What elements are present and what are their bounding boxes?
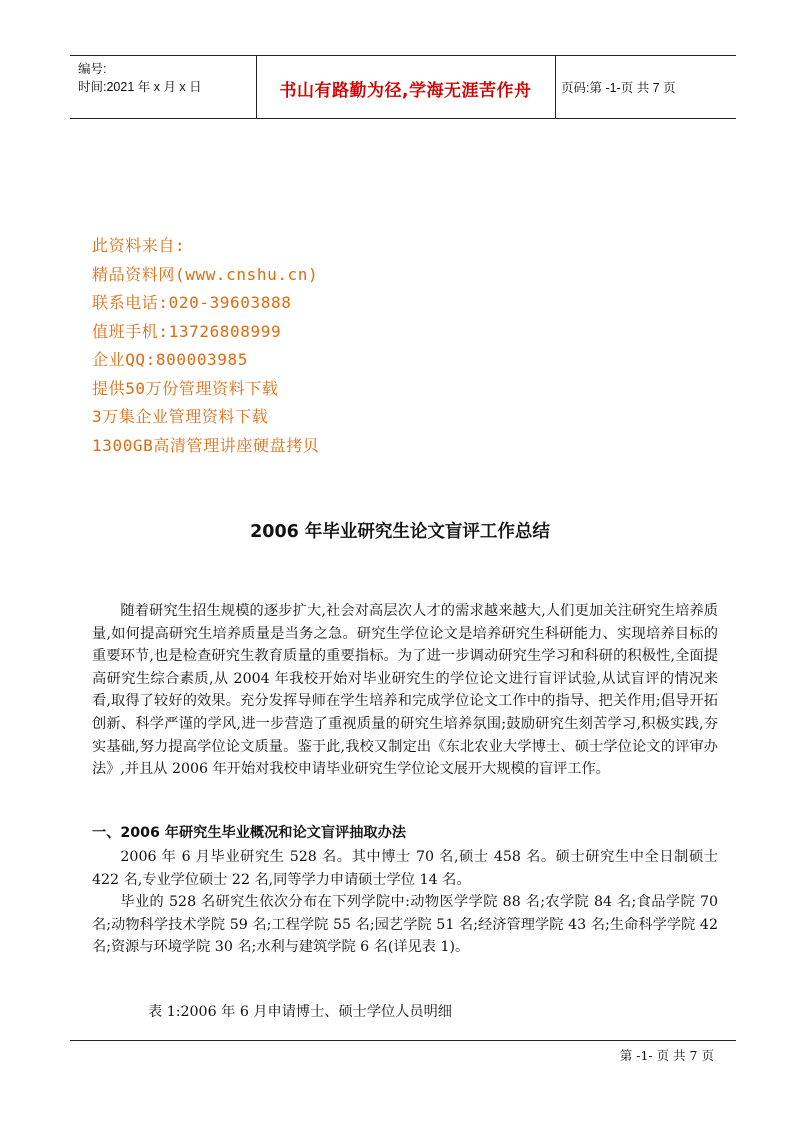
ad-block <box>92 232 319 460</box>
ad-line: 企业QQ:800003985 <box>92 350 248 369</box>
table-caption: 表 1:2006 年 6 月申请博士、硕士学位人员明细 <box>148 1004 452 1020</box>
paragraph-graduates: 2006 年 6 月毕业研究生 528 名。其中博士 70 名,硕士 458 名。硕士研究生中全日制硕士 422 名,专业学位硕士 22 名,同等学力申请硕士学位 14 名。 <box>92 849 718 888</box>
page-header <box>70 55 736 119</box>
header-divider <box>555 56 556 118</box>
ad-line: 联系电话:020-39603888 <box>92 293 292 312</box>
section-heading: 一、2006 年研究生毕业概况和论文盲评抽取办法 <box>92 825 406 841</box>
ad-line: 此资料来自: <box>92 236 186 255</box>
ad-line: 1300GB高清管理讲座硬盘拷贝 <box>92 435 320 455</box>
ad-line: 精品资料网(www.cnshu.cn) <box>92 264 319 284</box>
header-motto: 书山有路勤为径,学海无涯苦作舟 <box>279 81 532 101</box>
header-page-info: 页码:第 -1-页 共 7 页 <box>561 81 676 95</box>
ad-line: 3万集企业管理资料下载 <box>92 407 269 426</box>
paragraph-colleges: 毕业的 528 名研究生依次分布在下列学院中:动物医学学院 88 名;农学院 84 名;食品学院 70 名;动物科学技术学院 59 名;工程学院 55 名;园艺学院 51 名;经济管理学院 43 名;生命科学学院 42 名;资源与环境学院 30 名;水利与建筑学院 6 名(详见表 1)。 <box>92 894 718 956</box>
footer-page-info: 第 -1- 页 共 7 页 <box>619 1048 714 1063</box>
header-time-label: 时间:2021 年 x 月 x 日 <box>78 80 202 94</box>
header-meta <box>78 60 253 96</box>
paragraph-intro: 随着研究生招生规模的逐步扩大,社会对高层次人才的需求越来越大,人们更加关注研究生培养质量,如何提高研究生培养质量是当务之急。研究生学位论文是培养研究生科研能力、实现培养目标的重要环节,也是检查研究生教育质量的重要指标。为了进一步调动研究生学习和科研的积极性,全面提高研究生综合素质,从 2004 年我校开始对毕业研究生的学位论文进行盲评试验,从试盲评的情况来看,取得了较好的效果。充分发挥导师在学生培养和完成学位论文工作中的指导、把关作用;倡导开拓创新、科学严谨的学风,进一步营造了重视质量的研究生培养氛围;鼓励研究生刻苦学习,积极实践,夯实基础,努力提高学位论文质量。鉴于此,我校又制定出《东北农业大学博士、硕士学位论文的评审办法》,并且从 2006 年开始对我校申请毕业研究生学位论文展开大规模的盲评工作。 <box>92 603 718 778</box>
document-title: 2006 年毕业研究生论文盲评工作总结 <box>250 522 550 542</box>
ad-line: 提供50万份管理资料下载 <box>92 378 279 398</box>
ad-line: 值班手机:13726808999 <box>92 321 282 341</box>
footer-rule <box>70 1040 736 1041</box>
header-number-label: 编号: <box>78 62 107 76</box>
